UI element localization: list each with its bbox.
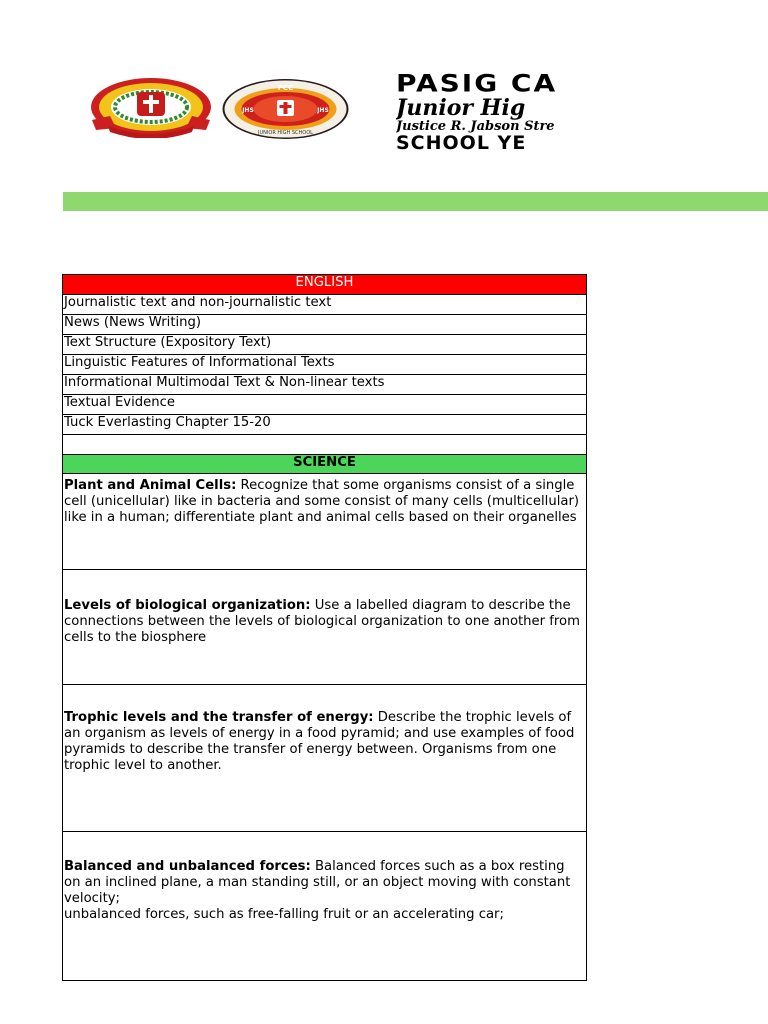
science-topic-text: Recognize that some organisms consist of a single cell (unicellular) like in bacteria and some consist of many cells (multicellular) like in a human; differentiate plant and animal cells based on their organelles (64, 478, 580, 525)
science-header: SCIENCE (63, 455, 587, 474)
seal-right-text: JHS (317, 107, 329, 114)
pasig-catholic-college-logo (88, 76, 214, 138)
seal-left-text: JHS (242, 107, 254, 114)
blank-row (63, 435, 587, 455)
seal-top-text: PCC (277, 84, 294, 92)
school-year: SCHOOL YE (396, 132, 527, 152)
science-topic (63, 474, 587, 570)
english-topic: Journalistic text and non-journalistic text (63, 295, 587, 315)
science-topic-text: Balanced forces such as a box resting on an inclined plane, a man standing still, or an object moving with constant velocity; (64, 859, 571, 906)
school-division: Junior Hig (396, 95, 526, 121)
school-name: PASIG CA (396, 72, 558, 98)
english-topic: Informational Multimodal Text & Non-linear texts (63, 375, 587, 395)
science-topic-text: Use a labelled diagram to describe the connections between the levels of biological organization to one another from cells to the biosphere (64, 598, 580, 645)
science-topic-term: Levels of biological organization: (64, 598, 311, 613)
science-topic-term: Trophic levels and the transfer of energy: (64, 710, 374, 725)
english-topic: News (News Writing) (63, 315, 587, 335)
science-topic (63, 570, 587, 685)
science-topic (63, 685, 587, 832)
english-topic: Textual Evidence (63, 395, 587, 415)
science-topic (63, 832, 587, 981)
subjects-table (62, 274, 587, 981)
seal-bottom-text: JUNIOR HIGH SCHOOL (258, 130, 313, 136)
header-bar (63, 192, 768, 211)
pcc-junior-high-school-logo (221, 78, 350, 140)
school-address: Justice R. Jabson Stre (396, 119, 555, 134)
science-topic-text: unbalanced forces, such as free-falling fruit or an accelerating car; (64, 907, 504, 922)
english-topic: Text Structure (Expository Text) (63, 335, 587, 355)
science-topic-term: Plant and Animal Cells: (64, 478, 237, 493)
english-topic: Tuck Everlasting Chapter 15-20 (63, 415, 587, 435)
science-topic-text: Describe the trophic levels of an organism as levels of energy in a food pyramid; and use examples of food pyramids to describe the transfer of energy between. Organisms from one trophic level to another. (64, 710, 575, 773)
english-header: ENGLISH (63, 275, 587, 295)
english-topic: Linguistic Features of Informational Texts (63, 355, 587, 375)
science-topic-term: Balanced and unbalanced forces: (64, 859, 311, 874)
school-header (396, 72, 588, 152)
